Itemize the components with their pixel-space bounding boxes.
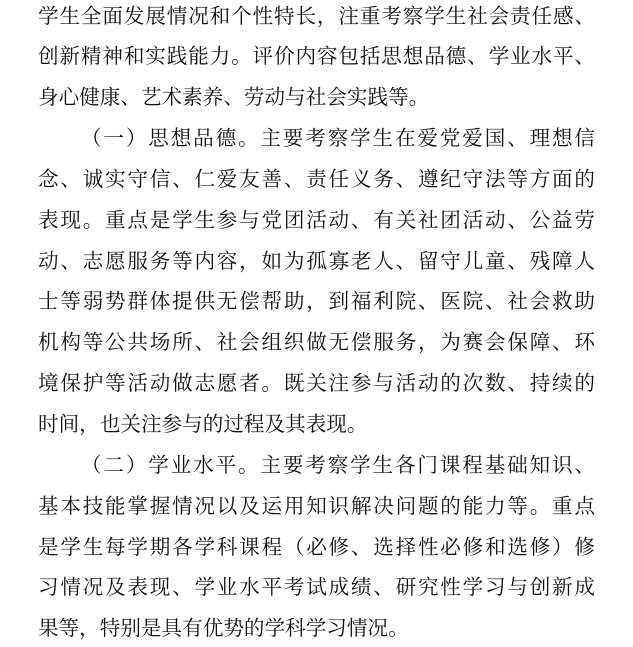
- text-line: 机构等公共场所、社会组织做无偿服务，为赛会保障、环: [38, 330, 595, 354]
- text-line: 动、志愿服务等内容，如为孤寡老人、留守儿童、残障人: [38, 249, 595, 273]
- text-line: 境保护等活动做志愿者。既关注参与活动的次数、持续的: [38, 371, 595, 395]
- text-line: 念、诚实守信、仁爱友善、责任义务、遵纪守法等方面的: [38, 167, 595, 191]
- text-line: 基本技能掌握情况以及运用知识解决问题的能力等。重点: [38, 494, 595, 518]
- text-line: 创新精神和实践能力。评价内容包括思想品德、学业水平、: [38, 44, 595, 68]
- text-line: 习情况及表现、学业水平考试成绩、研究性学习与创新成: [38, 575, 595, 599]
- section-heading-line: （一）思想品德。主要考察学生在爱党爱国、理想信: [81, 126, 595, 150]
- text-line: 士等弱势群体提供无偿帮助，到福利院、医院、社会救助: [38, 289, 595, 313]
- text-line: 果等，特别是具有优势的学科学习情况。: [38, 616, 409, 640]
- text-line: 身心健康、艺术素养、劳动与社会实践等。: [38, 85, 430, 109]
- text-line: 时间，也关注参与的过程及其表现。: [38, 412, 368, 436]
- text-line: 学生全面发展情况和个性特长，注重考察学生社会责任感、: [38, 4, 595, 28]
- text-line: 表现。重点是学生参与党团活动、有关社团活动、公益劳: [38, 208, 595, 232]
- section-heading-line: （二）学业水平。主要考察学生各门课程基础知识、: [81, 453, 595, 477]
- text-line: 是学生每学期各学科课程（必修、选择性必修和选修）修: [38, 535, 595, 559]
